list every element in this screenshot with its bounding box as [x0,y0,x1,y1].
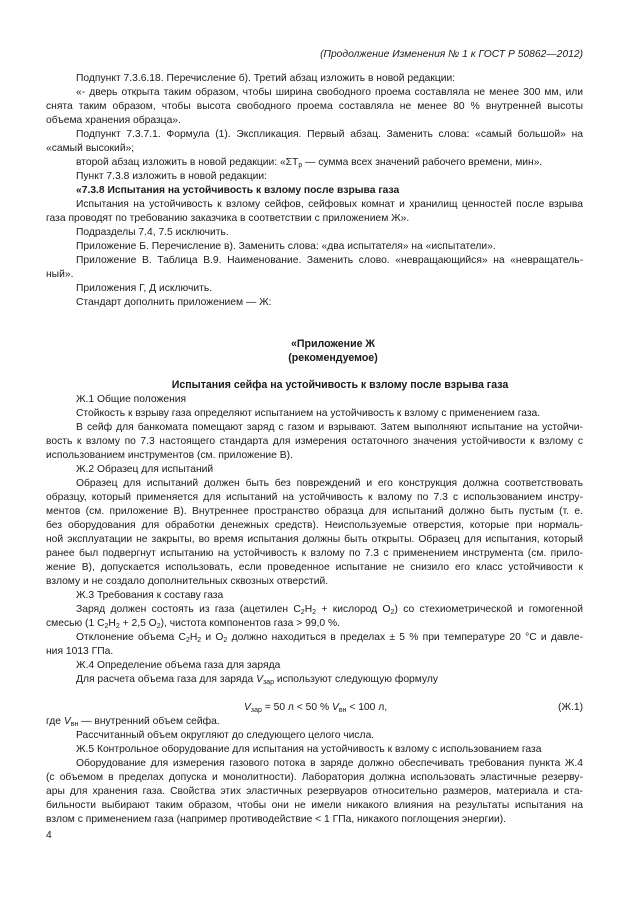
gas-charge-text: Заряд должен состоять из газа (ацетилен С [76,604,301,615]
paragraph-line: Испытания на устойчивость к взлому сейфов, сейфовых комнат и хранилищ ценностей после взрыва [76,199,583,210]
paragraph-line: Оборудование для измерения газового потока в заряде должно обеспечивать требования пункта Ж.4 [76,758,583,769]
paragraph-line: без оборудования для обработки денежных средств). Неиспользуемые отверстия, которые при нормаль- [46,520,583,531]
variable-v: V [332,702,339,713]
paragraph-line: взлом с применением газа (например противодействие < 1 ГПа, никакого поглощения энергии). [46,814,506,825]
paragraph-line: «- дверь открыта таким образом, чтобы ширина свободного проема составляла не менее 300 мм, или [76,87,583,98]
sigma-text: второй абзац изложить в новой редакции: «ΣТ [76,157,299,168]
paragraph-line: Рассчитанный объем округляют до следующего целого числа. [76,730,375,741]
deviation-text: Н [189,632,198,643]
paragraph-line: «самый высокий»; [46,143,135,154]
paragraph-line: образцу, который применяется для испытаний на устойчивость к взлому по 7.3 с использованием инстру- [46,492,583,503]
formula-text: = 50 л < 50 % [261,702,332,713]
subscript: зар [250,707,262,714]
paragraph-line: Стойкость к взрыву газа определяют испытанием на устойчивость к взлому с применением газа. [76,408,541,419]
formula-intro-text: используют следующую формулу [273,674,439,685]
mix-text: ), чистота компонентов газа > 99,0 %. [160,618,341,629]
paragraph-line: Подпункт 7.3.6.18. Перечисление б). Третий абзац изложить в новой редакции: [76,73,456,84]
paragraph-line: газа проводят по требованию заказчика в соответствии с приложением Ж». [46,213,410,224]
paragraph-line: объема хранения образца». [46,115,181,126]
paragraph-line-gas-charge [76,603,583,617]
subscript: 2 [223,637,228,644]
mix-text: + 2,5 О [119,618,157,629]
subscript: 2 [300,609,305,616]
formula-intro-text: Для расчета объема газа для заряда [76,674,257,685]
subsection-heading: Ж.1 Общие положения [76,394,187,405]
paragraph-line: жение В), допускается использовать, если проведенное испытание не снизило его класс устойчивости к [46,562,583,573]
deviation-text: Отклонение объема С [76,632,186,643]
gas-charge-text: ) со стехиометрической и гомогенной [394,604,583,615]
variable-v: V [63,716,71,727]
where-text: где [46,716,64,727]
paragraph-line: Приложения Г, Д исключить. [76,283,213,294]
paragraph-line-formula-intro [76,673,583,687]
subscript: зар [262,679,274,686]
section-heading-7-3-8: «7.3.8 Испытания на устойчивость к взлому после взрыва газа [76,185,400,196]
paragraph-line-mix [46,617,583,631]
paragraph-line: В сейф для банкомата помещают заряд с газом и взрывают. Затем выполняют испытание на устойчи- [76,422,583,433]
paragraph-line: бильности выбирают таким образом, чтобы они не имели никакого влияния на результаты испытания на [46,800,583,811]
paragraph-line: ния 1013 ГПа. [46,646,114,657]
subsection-heading: Ж.3 Требования к составу газа [76,590,224,601]
deviation-text: должно находиться в пределах ± 5 % при температуре 20 °С и давле- [227,632,583,643]
subscript: 2 [104,623,109,630]
paragraph-line: (с объемом в пределах допуска и монолитности). Лаборатория должна использовать эластичные резерву- [46,772,583,783]
gas-charge-text: + кислород О [316,604,391,615]
paragraph-line: ранее был подвергнут испытанию на устойчивость к взлому по 7.3 с применением инструмента (см. прило- [46,548,583,559]
where-text: — внутренний объем сейфа. [78,716,220,727]
paragraph-line: Приложение В. Таблица В.9. Наименование. Заменить слово. «невращающийся» на «невращатель- [76,255,583,266]
formula-zh1 [244,701,504,715]
formula-number: (Ж.1) [558,702,583,713]
paragraph-line: ары для хранения газа. Свойства этих эластичных резервуаров относительно размеров, материала и ста- [46,786,583,797]
running-header: (Продолжение Изменения № 1 к ГОСТ Р 50862—2012) [320,49,583,60]
gas-charge-text: Н [304,604,313,615]
subscript: 2 [185,637,190,644]
subsection-heading: Ж.4 Определение объема газа для заряда [76,660,281,671]
paragraph-line: снята таким образом, чтобы высота свободного проема составляла не менее 80 % внутренней высоты [46,101,583,112]
paragraph-line: Подразделы 7.4, 7.5 исключить. [76,227,229,238]
paragraph-line: Пункт 7.3.8 изложить в новой редакции: [76,171,268,182]
subscript: 2 [115,623,120,630]
subscript: 2 [390,609,395,616]
subscript: 2 [197,637,202,644]
mix-text: Н [108,618,116,629]
paragraph-line: ный». [46,269,74,280]
paragraph-line-sigma [76,156,583,170]
subscript: вн [338,707,347,714]
formula-text: < 100 л, [346,702,388,713]
paragraph-line-where [46,715,583,729]
appendix-heading: Испытания сейфа на устойчивость к взлому после взрыва газа [171,379,509,391]
subsection-heading: Ж.5 Контрольное оборудование для испытания на устойчивость к взлому с использованием газа [76,744,542,755]
sigma-subscript: р [298,162,303,169]
mix-text: смесью (1 С [46,618,105,629]
paragraph-line: ной эксплуатации не закрыты, во время испытания должны быть открыты. Образец для испытания, который [46,534,583,545]
subscript: вн [70,721,79,728]
variable-v: V [244,702,251,713]
variable-v: V [256,674,263,685]
paragraph-line: Образец для испытаний должен быть без повреждений и его конструкция должна соответствовать [76,478,583,489]
deviation-text: и О [201,632,224,643]
paragraph-line: ментов (см. приложение В). Внутреннее пространство образца для испытаний должно быть пустым (т. е. [46,506,583,517]
page-number: 4 [46,830,52,841]
paragraph-line: вость к взлому по 7.3 настоящего стандарта для измерения остаточного значения устойчивости к взлому с [46,436,583,447]
paragraph-line: взлому и не создало дополнительных сквозных отверстий. [46,576,329,587]
appendix-subtitle: (рекомендуемое) [288,352,378,364]
subscript: 2 [156,623,161,630]
sigma-text: — сумма всех значений рабочего времени, мин». [302,157,543,168]
paragraph-line: Стандарт дополнить приложением — Ж: [76,297,272,308]
appendix-title: «Приложение Ж [291,338,375,350]
paragraph-line: Приложение Б. Перечисление в). Заменить слова: «два испытателя» на «испытатели». [76,241,496,252]
subsection-heading: Ж.2 Образец для испытаний [76,464,214,475]
subscript: 2 [312,609,317,616]
paragraph-line: Подпункт 7.3.7.1. Формула (1). Экспликация. Первый абзац. Заменить слова: «самый большой» на [76,129,583,140]
paragraph-line: использованием инструментов (см. приложение В). [46,450,293,461]
paragraph-line-deviation [76,631,583,645]
